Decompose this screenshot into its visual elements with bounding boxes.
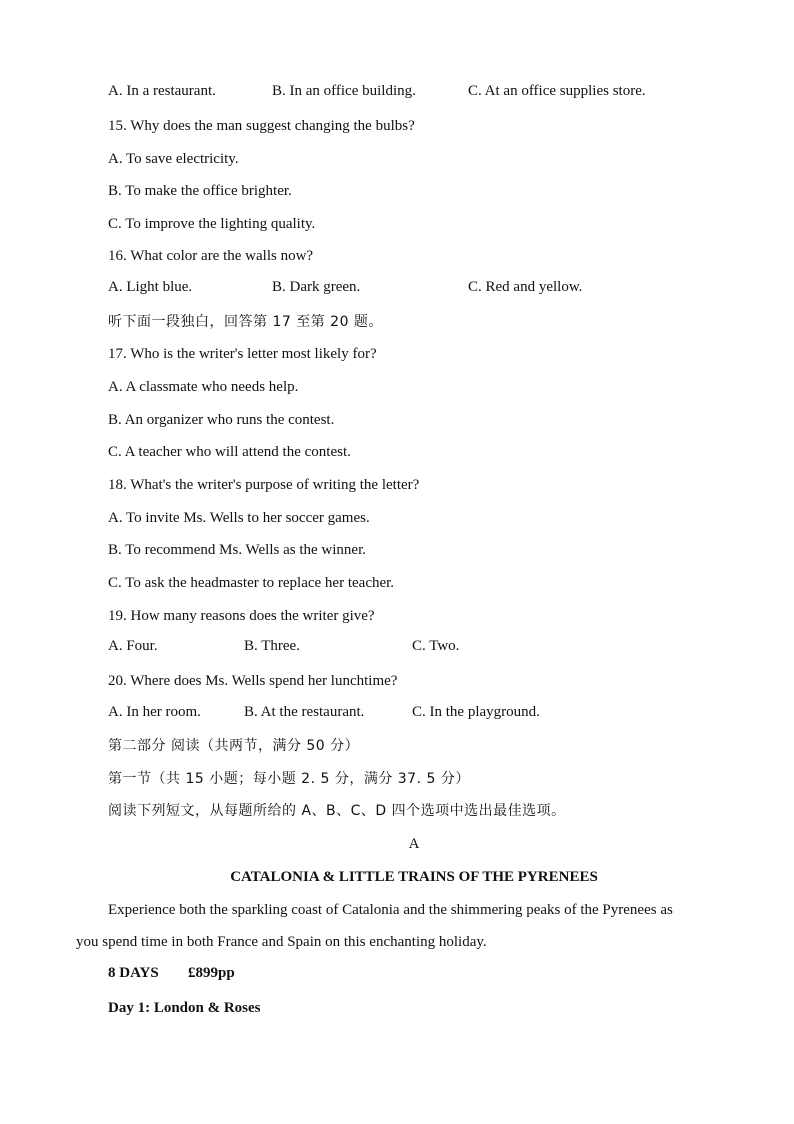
q16-option-c: C. Red and yellow. (468, 279, 583, 295)
trip-duration: 8 DAYS (108, 965, 159, 981)
day1-heading: Day 1: London & Roses (108, 1000, 261, 1016)
reading-instruction: 阅读下列短文，从每题所给的 A、B、C、D 四个选项中选出最佳选项。 (108, 803, 566, 819)
q19-option-c: C. Two. (412, 638, 460, 654)
q15-option-a: A. To save electricity. (108, 151, 239, 167)
q20-question: 20. Where does Ms. Wells spend her lunchtime? (108, 673, 398, 689)
passage-title: CATALONIA & LITTLE TRAINS OF THE PYRENEES (230, 869, 598, 885)
q15-option-c: C. To improve the lighting quality. (108, 216, 316, 232)
q20-option-a: A. In her room. (108, 704, 201, 720)
passage-letter: A (408, 836, 420, 852)
q14-option-c: C. At an office supplies store. (468, 83, 646, 99)
q17-option-c: C. A teacher who will attend the contest. (108, 444, 351, 460)
q19-question: 19. How many reasons does the writer give? (108, 608, 375, 624)
q14-option-a: A. In a restaurant. (108, 83, 216, 99)
q18-option-a: A. To invite Ms. Wells to her soccer games. (108, 510, 370, 526)
trip-price: £899pp (188, 965, 235, 981)
q16-question: 16. What color are the walls now? (108, 248, 314, 264)
passage-intro-line1: Experience both the sparkling coast of Catalonia and the shimmering peaks of the Pyrenees as (108, 902, 673, 918)
section1-heading: 第一节（共 15 小题；每小题 2. 5 分，满分 37. 5 分） (108, 771, 470, 787)
q18-option-b: B. To recommend Ms. Wells as the winner. (108, 542, 366, 558)
q19-option-a: A. Four. (108, 638, 158, 654)
q18-question: 18. What's the writer's purpose of writing the letter? (108, 477, 420, 493)
passage-intro-line2: you spend time in both France and Spain on this enchanting holiday. (76, 934, 487, 950)
q14-option-b: B. In an office building. (272, 83, 416, 99)
q20-option-c: C. In the playground. (412, 704, 540, 720)
monologue-instruction: 听下面一段独白，回答第 17 至第 20 题。 (108, 314, 383, 330)
q18-option-c: C. To ask the headmaster to replace her teacher. (108, 575, 395, 591)
q17-question: 17. Who is the writer's letter most likely for? (108, 346, 377, 362)
q17-option-a: A. A classmate who needs help. (108, 379, 299, 395)
q17-option-b: B. An organizer who runs the contest. (108, 412, 335, 428)
q20-option-b: B. At the restaurant. (244, 704, 365, 720)
q16-option-b: B. Dark green. (272, 279, 361, 295)
part2-heading: 第二部分 阅读（共两节，满分 50 分） (108, 738, 360, 754)
q15-question: 15. Why does the man suggest changing the bulbs? (108, 118, 415, 134)
q19-option-b: B. Three. (244, 638, 300, 654)
q15-option-b: B. To make the office brighter. (108, 183, 292, 199)
q16-option-a: A. Light blue. (108, 279, 193, 295)
